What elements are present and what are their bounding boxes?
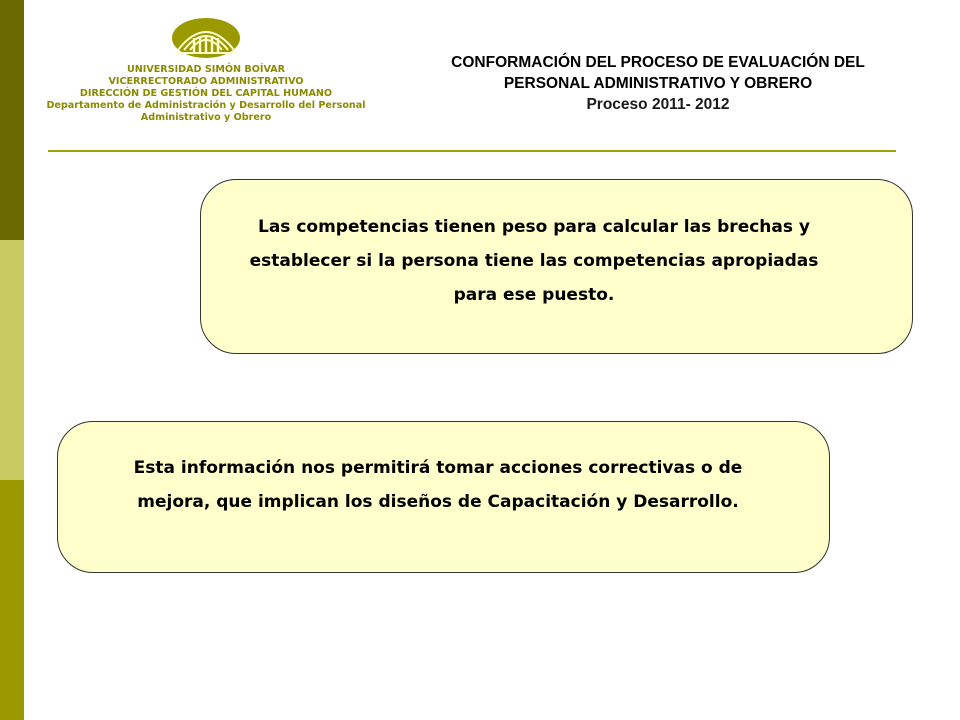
card-line: Las competencias tienen peso para calcular las brechas y (258, 217, 810, 237)
title-line-2: PERSONAL ADMINISTRATIVO Y OBRERO (503, 75, 813, 92)
left-bar-olive-segment (0, 480, 24, 720)
vice-rectorate: VICERRECTORADO ADMINISTRATIVO (108, 76, 304, 87)
directorate: DIRECCIÓN DE GESTIÓN DEL CAPITAL HUMANO (79, 88, 333, 99)
process-period: Proceso 2011- 2012 (586, 96, 730, 113)
institution-header (20, 16, 392, 124)
card-line: para ese puesto. (453, 285, 615, 305)
left-bar-light-segment (0, 240, 24, 480)
title-line-1: CONFORMACIÓN DEL PROCESO DE EVALUACIÓN DEL (451, 54, 865, 71)
card-line: mejora, que implican los diseños de Capacitación y Desarrollo. (137, 492, 739, 512)
corrective-actions-note-card (57, 421, 830, 573)
page-title (396, 52, 920, 115)
department-continued: Administrativo y Obrero (140, 112, 272, 123)
card-line: establecer si la persona tiene las competencias apropiadas (249, 251, 819, 271)
card-line: Esta información nos permitirá tomar acciones correctivas o de (133, 458, 743, 478)
competencies-note-card (200, 179, 913, 354)
department: Departamento de Administración y Desarrollo del Personal (46, 100, 366, 111)
university-building-logo-icon (170, 16, 242, 60)
header-divider (48, 150, 896, 152)
card-text (209, 210, 859, 312)
card-text (78, 451, 798, 519)
institution-name: UNIVERSIDAD SIMÓN BOÍVAR (126, 64, 286, 75)
